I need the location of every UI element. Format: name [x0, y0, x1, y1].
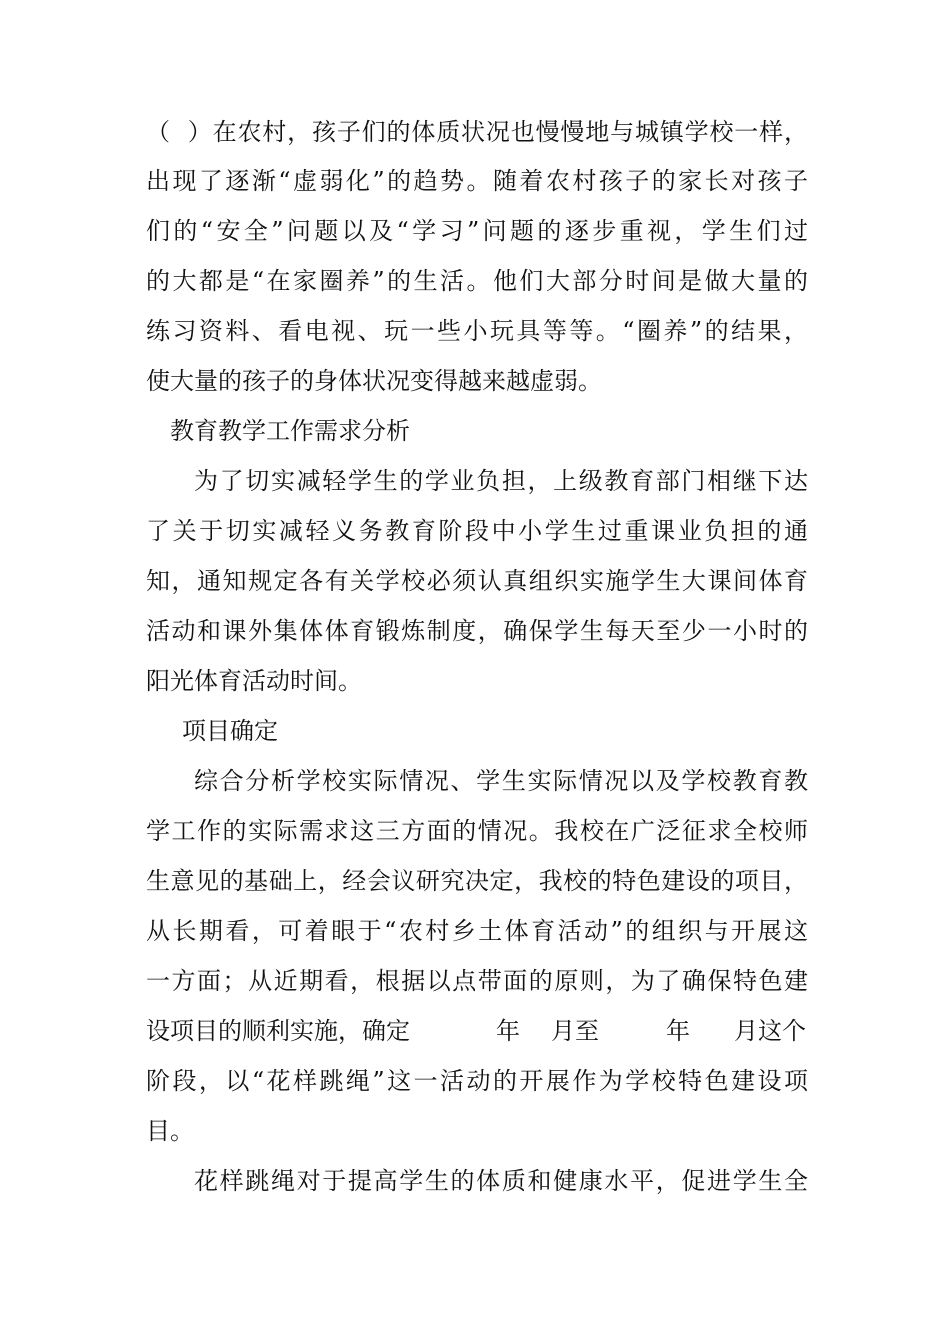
paragraph-2-line-2: 了关于切实减轻义务教育阶段中小学生过重课业负担的通	[146, 517, 808, 545]
paragraph-3-line-8: 目。	[146, 1117, 194, 1145]
section-heading-needs-analysis: 教育教学工作需求分析	[170, 417, 410, 445]
paragraph-1-line-5: 练习资料、看电视、玩一些小玩具等等。“圈养”的结果，	[146, 317, 808, 345]
date-line-year-1: 年	[496, 1017, 520, 1045]
section-heading-project-determination: 项目确定	[182, 717, 278, 745]
paragraph-1-line-3: 们的“安全”问题以及“学习”问题的逐步重视，学生们过	[146, 217, 808, 245]
paragraph-1-line-2: 出现了逐渐“虚弱化”的趋势。随着农村孩子的家长对孩子	[146, 167, 808, 195]
paragraph-2-line-1: 为了切实减轻学生的学业负担，上级教育部门相继下达	[194, 467, 808, 495]
paragraph-3-line-3: 生意见的基础上，经会议研究决定，我校的特色建设的项目，	[146, 867, 808, 895]
paragraph-4-line-1: 花样跳绳对于提高学生的体质和健康水平，促进学生全	[194, 1167, 808, 1195]
paragraph-1-line-6: 使大量的孩子的身体状况变得越来越虚弱。	[146, 367, 602, 395]
paragraph-3-line-1: 综合分析学校实际情况、学生实际情况以及学校教育教	[194, 767, 808, 795]
paragraph-3-line-2: 学工作的实际需求这三方面的情况。我校在广泛征求全校师	[146, 817, 808, 845]
paragraph-3-line-7: 阶段，以“花样跳绳”这一活动的开展作为学校特色建设项	[146, 1067, 808, 1095]
paragraph-2-line-3: 知，通知规定各有关学校必须认真组织实施学生大课间体育	[146, 567, 808, 595]
date-line-prefix: 设项目的顺利实施，确定	[146, 1017, 410, 1045]
paragraph-2-line-5: 阳光体育活动时间。	[146, 667, 362, 695]
date-line-month-1: 月至	[551, 1017, 599, 1045]
paragraph-3-line-5: 一方面；从近期看，根据以点带面的原则，为了确保特色建	[146, 967, 808, 995]
date-line-year-2: 年	[666, 1017, 690, 1045]
paragraph-1-line-4: 的大都是“在家圈养”的生活。他们大部分时间是做大量的	[146, 267, 808, 295]
paragraph-2-line-4: 活动和课外集体体育锻炼制度，确保学生每天至少一小时的	[146, 617, 808, 645]
paragraph-3-line-4: 从长期看，可着眼于“农村乡土体育活动”的组织与开展这	[146, 917, 808, 945]
paragraph-1-line-1: （ ）在农村，孩子们的体质状况也慢慢地与城镇学校一样，	[146, 118, 808, 146]
date-line-month-2: 月这个	[734, 1017, 806, 1045]
